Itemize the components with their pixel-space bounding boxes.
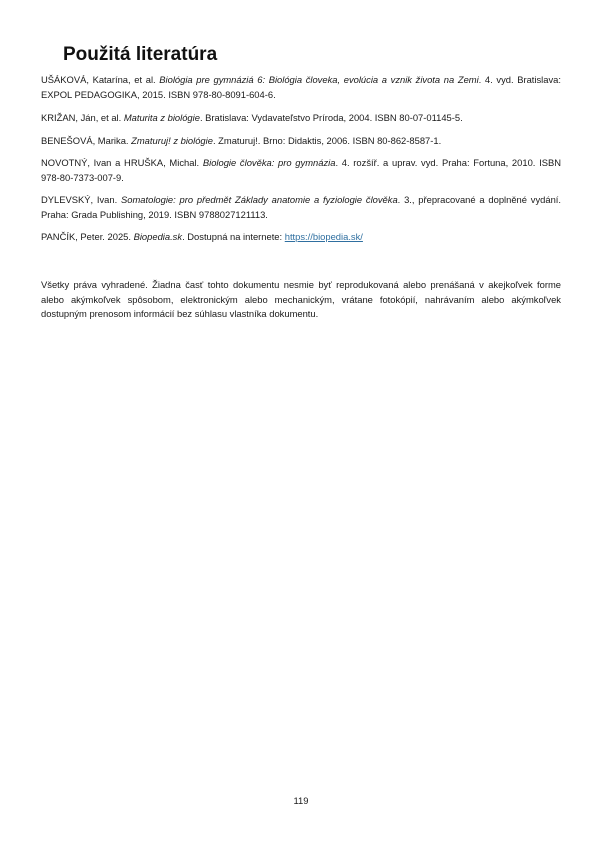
- reference-item: [41, 230, 561, 245]
- reference-authors: UŠÁKOVÁ, Katarína, et al.: [41, 74, 160, 85]
- page-number: 119: [293, 795, 309, 806]
- reference-details: . 4. vyd. Bratislava: EXPOL PEDAGOGIKA, 2015. ISBN 978-80-8091-604-6.: [41, 74, 561, 100]
- reference-item: [41, 193, 561, 222]
- reference-title: Biológia pre gymnáziá 6: Biológia človeka, evolúcia a vznik života na Zemi: [159, 74, 479, 85]
- reference-details: . Zmaturuj!. Brno: Didaktis, 2006. ISBN 80-862-8587-1.: [212, 134, 442, 146]
- reference-item: [41, 111, 561, 126]
- reference-item: [41, 73, 561, 102]
- reference-list: [41, 73, 561, 253]
- page-title: Použitá literatúra: [63, 44, 218, 65]
- reference-title: Maturita z biológie: [123, 112, 200, 123]
- rights-notice: Všetky práva vyhradené. Žiadna časť tohto dokumentu nesmie byť reprodukovaná alebo prenášaná v akejkoľvek forme alebo akýmkoľvek spôsobom, elektronickým alebo mechanickým, vrátane fotokópií, nahrávaním alebo akýmkoľvek dostupným prenosom informácií bez súhlasu vlastníka dokumentu.: [41, 279, 561, 319]
- reference-item: [41, 134, 561, 149]
- reference-details: . Dostupná na internete:: [182, 231, 285, 242]
- reference-title: Biopedia.sk: [133, 231, 183, 242]
- biopedia-link[interactable]: https://biopedia.sk/: [284, 231, 363, 242]
- reference-authors: KRIŽAN, Ján, et al.: [41, 112, 124, 123]
- reference-details: . Bratislava: Vydavateľstvo Príroda, 2004. ISBN 80-07-01145-5.: [199, 112, 463, 123]
- reference-details: . 3., přepracované a doplněné vydání. Praha: Grada Publishing, 2019. ISBN 9788027121113.: [41, 194, 561, 220]
- reference-title: Zmaturuj! z biológie: [131, 134, 213, 146]
- reference-authors: BENEŠOVÁ, Marika.: [41, 134, 132, 146]
- reference-item: [41, 156, 561, 185]
- reference-details: . 4. rozšíř. a uprav. vyd. Praha: Fortuna, 2010. ISBN 978-80-7373-007-9.: [41, 157, 561, 183]
- reference-authors: NOVOTNÝ, Ivan a HRUŠKA, Michal.: [41, 157, 203, 168]
- reference-authors: DYLEVSKÝ, Ivan.: [41, 194, 122, 205]
- reference-title: Biologie člověka: pro gymnázia: [202, 157, 336, 168]
- reference-title: Somatologie: pro předmět Základy anatomie a fyziologie člověka: [121, 194, 398, 205]
- reference-authors: PANČÍK, Peter. 2025.: [41, 231, 134, 242]
